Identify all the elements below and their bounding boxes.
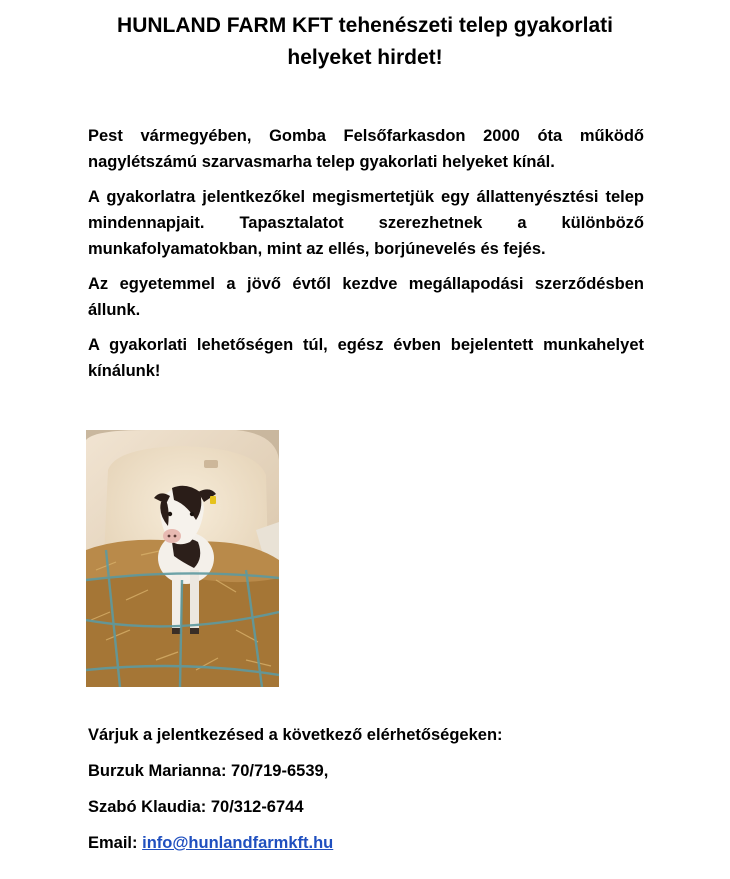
email-label: Email: [88,834,143,852]
paragraph-training: A gyakorlatra jelentkezőkel megismertetjük egy állattenyésztési telep mindennapjait. Tapasztalatot szerezhetnek a különböző munkafolyamatokban, mint az ellés, borjúnevelés és fejés. [88,188,644,258]
contact-section [88,722,644,866]
contact-person-1: Burzuk Marianna: 70/719-6539, [88,762,329,780]
paragraph-location: Pest vármegyében, Gomba Felsőfarkasdon 2000 óta működő nagylétszámú szarvasmarha telep gyakorlati helyeket kínál. [88,127,644,171]
contact-person-2: Szabó Klaudia: 70/312-6744 [88,798,304,816]
paragraph-employment: A gyakorlati lehetőségen túl, egész évben bejelentett munkahelyet kínálunk! [88,336,644,380]
contact-email-row [88,830,644,866]
paragraph-university: Az egyetemmel a jövő évtől kezdve megállapodási szerződésben állunk. [88,275,644,319]
title-line-2: helyeket hirdet! [287,46,443,69]
contact-intro: Várjuk a jelentkezésed a következő elérhetőségeken: [88,726,503,744]
body-text [88,123,644,393]
title-line-1: HUNLAND FARM KFT tehenészeti telep gyakorlati [117,14,613,37]
page-title [80,10,650,74]
calf-photo [86,430,279,687]
email-link[interactable]: info@hunlandfarmkft.hu [142,834,334,852]
